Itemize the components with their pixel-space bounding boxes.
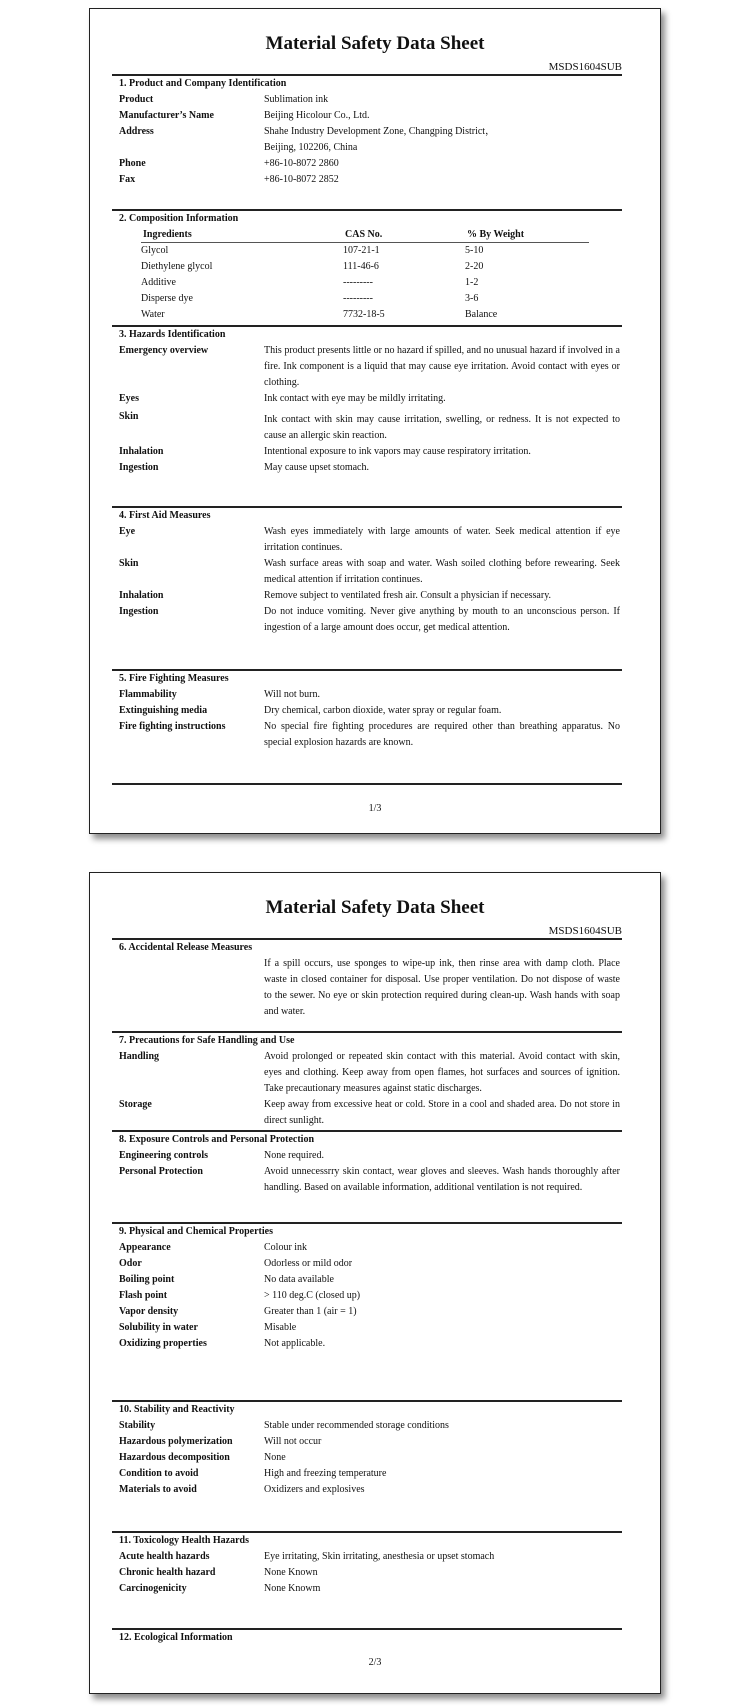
cell-ingredient: Disperse dye <box>141 293 193 304</box>
field-label: Appearance <box>119 1242 171 1253</box>
field-label: Materials to avoid <box>119 1484 197 1495</box>
field-label: Product <box>119 94 154 105</box>
field-row <box>119 444 620 460</box>
section-composition <box>119 211 620 323</box>
field-row <box>119 140 620 156</box>
page-number: 2/3 <box>368 1657 382 1668</box>
section-fire-fighting <box>119 671 620 751</box>
field-value: None Knowm <box>264 1583 321 1594</box>
section-first-aid <box>119 508 620 636</box>
cell-weight: 5-10 <box>465 245 484 256</box>
field-value: Ink contact with eye may be mildly irritating. <box>264 393 446 404</box>
field-value: Odorless or mild odor <box>264 1258 353 1269</box>
table-row <box>141 275 589 291</box>
field-row <box>119 1256 620 1272</box>
field-value: Colour ink <box>264 1242 308 1253</box>
field-label: Vapor density <box>119 1306 179 1317</box>
field-value: Will not occur <box>264 1436 322 1447</box>
document-title: Material Safety Data Sheet <box>265 33 485 54</box>
cell-ingredient: Diethylene glycol <box>141 261 213 272</box>
section-title: 9. Physical and Chemical Properties <box>119 1226 273 1237</box>
table-row <box>141 259 589 275</box>
field-label: Skin <box>119 411 139 422</box>
cell-weight: 3-6 <box>465 293 479 304</box>
section-hazards <box>119 327 620 476</box>
field-value: Eye irritating, Skin irritating, anesthesia or upset stomach <box>264 1551 495 1562</box>
field-row <box>119 604 620 636</box>
cell-cas: --------- <box>343 277 373 288</box>
field-row <box>119 1466 620 1482</box>
field-row <box>119 524 620 556</box>
section-title: 11. Toxicology Health Hazards <box>119 1535 250 1546</box>
field-row <box>119 391 620 407</box>
field-value: Do not induce vomiting. Never give anything by mouth to an unconscious person. If ingestion of a large amount does occur, get medical attention. <box>264 606 620 633</box>
field-row <box>119 156 620 172</box>
field-row <box>119 1336 620 1352</box>
footer-divider <box>112 783 622 785</box>
cell-weight: 2-20 <box>465 261 484 272</box>
section-title: 3. Hazards Identification <box>119 329 226 340</box>
section-title: 5. Fire Fighting Measures <box>119 673 229 684</box>
field-label: Flammability <box>119 689 177 700</box>
document-page-1 <box>89 8 661 834</box>
field-row <box>119 460 620 476</box>
section-toxicology <box>119 1533 620 1597</box>
section-handling <box>119 1033 620 1129</box>
document-id: MSDS1604SUB <box>548 925 622 937</box>
field-value: Shahe Industry Development Zone, Changping District， <box>264 126 496 137</box>
field-label: Inhalation <box>119 590 164 601</box>
field-label: Engineering controls <box>119 1150 208 1161</box>
section-title: 6. Accidental Release Measures <box>119 942 253 953</box>
field-label: Handling <box>119 1051 160 1062</box>
field-value: Remove subject to ventilated fresh air. Consult a physician if necessary. <box>264 590 552 601</box>
field-label: Boiling point <box>119 1274 175 1285</box>
field-value: Dry chemical, carbon dioxide, water spray or regular foam. <box>264 705 502 716</box>
field-label: Condition to avoid <box>119 1468 199 1479</box>
section-title: 2. Composition Information <box>119 213 239 224</box>
field-row <box>119 1565 620 1581</box>
field-row <box>119 1148 620 1164</box>
field-value: +86-10-8072 2852 <box>264 174 339 185</box>
field-value: Avoid unnecessrry skin contact, wear gloves and sleeves. Wash hands thoroughly after handling. Based on available information, additional ventilation is not required. <box>264 1166 620 1193</box>
field-row <box>119 1288 620 1304</box>
field-value: Greater than 1 (air = 1) <box>264 1306 357 1317</box>
field-label: Hazardous polymerization <box>119 1436 233 1447</box>
field-label: Ingestion <box>119 606 159 617</box>
field-label: Odor <box>119 1258 142 1269</box>
field-label: Chronic health hazard <box>119 1567 216 1578</box>
field-label: Hazardous decomposition <box>119 1452 230 1463</box>
cell-cas: 107-21-1 <box>343 245 380 256</box>
field-row <box>119 409 620 444</box>
column-header: % By Weight <box>465 227 589 243</box>
field-value: Beijing Hicolour Co., Ltd. <box>264 110 370 121</box>
field-label-empty <box>119 956 264 1020</box>
field-row <box>119 92 620 108</box>
field-row <box>119 1434 620 1450</box>
composition-table <box>141 227 589 323</box>
table-row <box>141 291 589 307</box>
field-value: +86-10-8072 2860 <box>264 158 339 169</box>
field-row <box>119 172 620 188</box>
field-row <box>119 1240 620 1256</box>
field-value: Wash surface areas with soap and water. Wash soiled clothing before rewearing. Seek medical attention if irritation continues. <box>264 558 620 585</box>
field-row <box>119 343 620 391</box>
field-row <box>119 124 620 140</box>
cell-cas: 7732-18-5 <box>343 309 385 320</box>
field-value: Will not burn. <box>264 689 320 700</box>
field-row <box>119 1450 620 1466</box>
field-label: Solubility in water <box>119 1322 198 1333</box>
field-row <box>119 1049 620 1097</box>
field-row <box>119 1320 620 1336</box>
field-label: Flash point <box>119 1290 168 1301</box>
field-value: Sublimation ink <box>264 94 329 105</box>
field-label: Personal Protection <box>119 1166 203 1177</box>
cell-cas: 111-46-6 <box>343 261 379 272</box>
field-value: Beijing, 102206, China <box>264 142 358 153</box>
field-label: Phone <box>119 158 146 169</box>
document-page-2 <box>89 872 661 1694</box>
field-label: Acute health hazards <box>119 1551 210 1562</box>
field-label: Skin <box>119 558 139 569</box>
field-label: Address <box>119 126 154 137</box>
field-value: Stable under recommended storage conditions <box>264 1420 449 1431</box>
field-label: Extinguishing media <box>119 705 208 716</box>
table-row <box>141 307 589 323</box>
field-value: This product presents little or no hazard if spilled, and no unusual hazard if involved in a fire. Ink component is a liquid that may cause eye irritation. Avoid contact with eyes or clothing. <box>264 345 620 388</box>
page-number: 1/3 <box>368 803 382 814</box>
field-row <box>119 1418 620 1434</box>
field-value: Avoid prolonged or repeated skin contact with this material. Avoid contact with skin, eyes and clothing. Keep away from open flames, hot surfaces and sources of ignition. Take precautionary measures against static discharges. <box>264 1051 620 1094</box>
field-row <box>119 108 620 124</box>
field-label: Ingestion <box>119 462 159 473</box>
section-title: 7. Precautions for Safe Handling and Use <box>119 1035 295 1046</box>
cell-ingredient: Water <box>141 309 165 320</box>
table-row <box>141 243 589 260</box>
section-exposure-controls <box>119 1132 620 1196</box>
section-title: 4. First Aid Measures <box>119 510 211 521</box>
section-ecological <box>119 1630 620 1646</box>
field-row <box>119 1164 620 1196</box>
field-label: Inhalation <box>119 446 164 457</box>
field-row <box>119 687 620 703</box>
field-row <box>119 703 620 719</box>
field-row <box>119 1097 620 1129</box>
field-value: > 110 deg.C (closed up) <box>264 1290 361 1301</box>
cell-weight: Balance <box>465 309 498 320</box>
field-row <box>119 956 620 1020</box>
field-label: Storage <box>119 1099 152 1110</box>
cell-cas: --------- <box>343 293 373 304</box>
document-id: MSDS1604SUB <box>548 61 622 73</box>
field-value: Intentional exposure to ink vapors may cause respiratory irritation. <box>264 446 531 457</box>
field-label: Eyes <box>119 393 139 404</box>
field-value: Wash eyes immediately with large amounts of water. Seek medical attention if eye irritation continues. <box>264 526 620 553</box>
section-title: 10. Stability and Reactivity <box>119 1404 235 1415</box>
section-title: 1. Product and Company Identification <box>119 78 287 89</box>
field-label: Carcinogenicity <box>119 1583 187 1594</box>
field-label: Stability <box>119 1420 156 1431</box>
cell-weight: 1-2 <box>465 277 479 288</box>
column-header: CAS No. <box>343 227 465 243</box>
field-value: No special fire fighting procedures are required other than breathing apparatus. No special explosion hazards are known. <box>264 721 620 748</box>
field-row <box>119 719 620 751</box>
field-row <box>119 1549 620 1565</box>
section-title: 8. Exposure Controls and Personal Protection <box>119 1134 315 1145</box>
field-label <box>119 140 264 156</box>
document-title: Material Safety Data Sheet <box>265 897 485 918</box>
field-value: Keep away from excessive heat or cold. Store in a cool and shaded area. Do not store in direct sunlight. <box>264 1099 620 1126</box>
field-row <box>119 556 620 588</box>
field-value: None <box>264 1452 286 1463</box>
field-row <box>119 1482 620 1498</box>
field-row <box>119 1304 620 1320</box>
field-row <box>119 1581 620 1597</box>
cell-ingredient: Glycol <box>141 245 169 256</box>
field-value: Oxidizers and explosives <box>264 1484 365 1495</box>
field-value: None Known <box>264 1567 318 1578</box>
field-value: Misable <box>264 1322 297 1333</box>
field-value: If a spill occurs, use sponges to wipe-up ink, then rinse area with damp cloth. Place waste in closed container for disposal. Use proper ventilation. Do not dispose of waste to the sewer. No eye or skin protection required during clean-up. Wash hands with soap and water. <box>264 958 620 1017</box>
section-title: 12. Ecological Information <box>119 1632 233 1643</box>
field-label: Fire fighting instructions <box>119 721 226 732</box>
table-header-row <box>141 227 589 243</box>
field-value: High and freezing temperature <box>264 1468 387 1479</box>
cell-ingredient: Additive <box>141 277 176 288</box>
field-value: Ink contact with skin may cause irritation, swelling, or redness. It is not expected to cause an allergic skin reaction. <box>264 414 620 441</box>
section-product-identification <box>119 76 620 188</box>
field-row <box>119 588 620 604</box>
field-row <box>119 1272 620 1288</box>
field-value: No data available <box>264 1274 334 1285</box>
field-label: Emergency overview <box>119 345 209 356</box>
section-accidental-release <box>119 940 620 1020</box>
field-label: Fax <box>119 174 136 185</box>
section-physical-properties <box>119 1224 620 1352</box>
field-label: Manufacturer’s Name <box>119 110 214 121</box>
section-stability-reactivity <box>119 1402 620 1498</box>
field-label: Oxidizing properties <box>119 1338 207 1349</box>
field-label: Eye <box>119 526 136 537</box>
field-value: May cause upset stomach. <box>264 462 369 473</box>
column-header: Ingredients <box>141 227 343 243</box>
field-value: Not applicable. <box>264 1338 326 1349</box>
field-value: None required. <box>264 1150 324 1161</box>
